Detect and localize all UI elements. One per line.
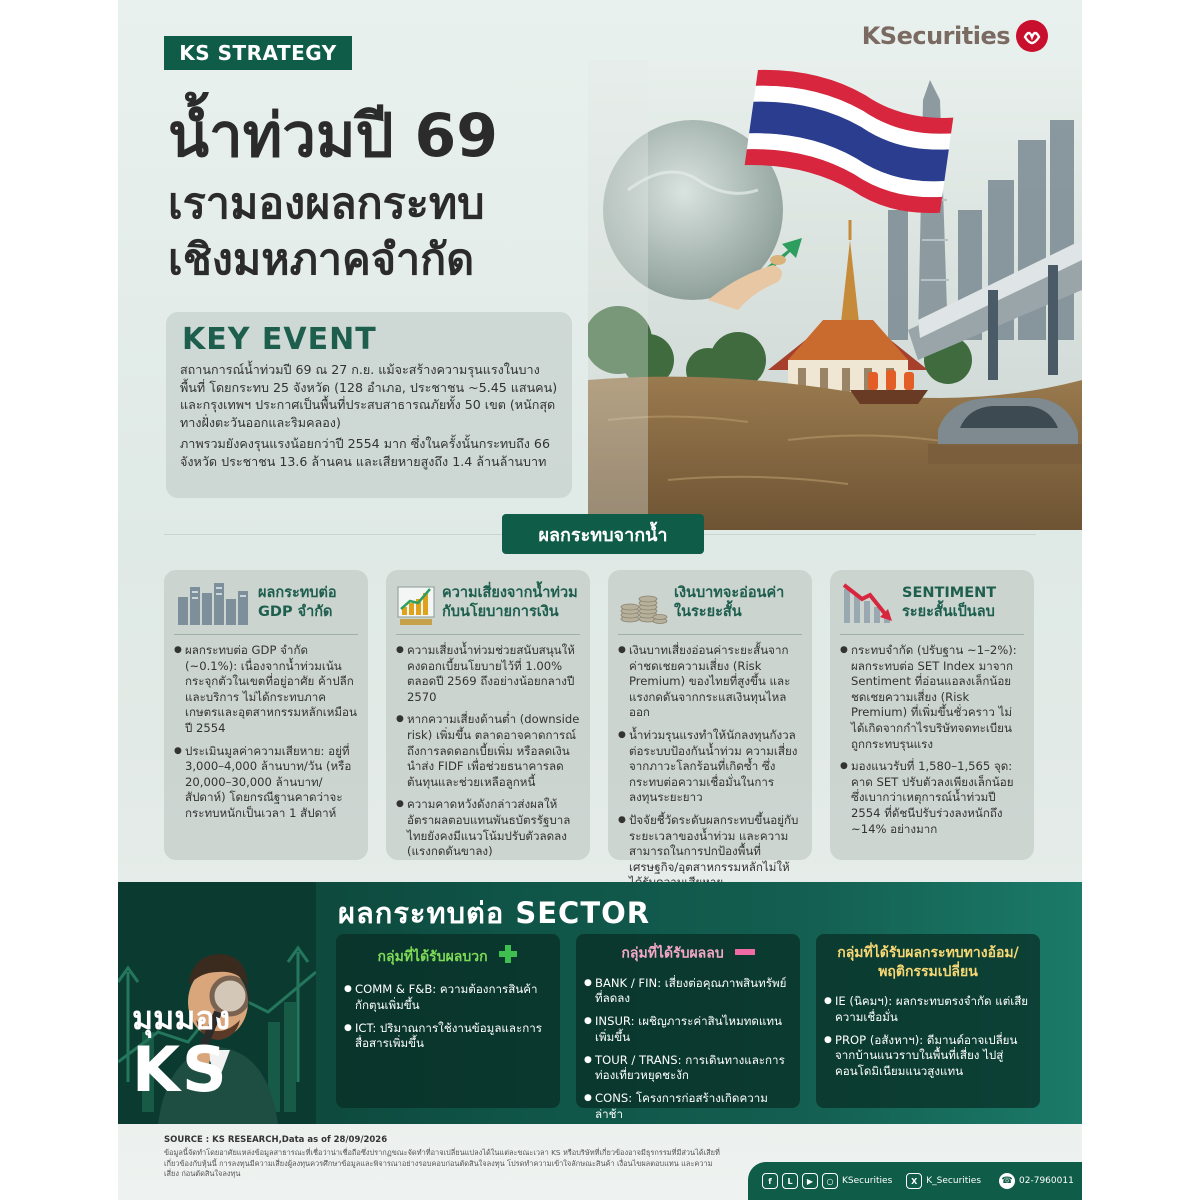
strategy-tag: KS STRATEGY bbox=[164, 36, 352, 70]
flood-impact-tag: ผลกระทบจากน้ำ bbox=[502, 514, 704, 554]
instagram-icon[interactable]: ○ bbox=[822, 1173, 838, 1189]
card-bullet: ● เงินบาทเสี่ยงอ่อนค่าระยะสั้นจากค่าชดเชยความเสี่ยง (Risk Premium) ของไทยที่สูงขึ้น และแรงกดดันจากกระแสเงินทุนไหลออก bbox=[618, 643, 802, 721]
sector-list-item: ● INSUR: เผชิญภาระค่าสินไหมทดแทนเพิ่มขึ้น bbox=[584, 1014, 792, 1046]
card-title-line-2: กับนโยบายการเงิน bbox=[442, 604, 559, 620]
phone-icon[interactable]: ☎ bbox=[999, 1173, 1015, 1189]
card-sentiment bbox=[830, 570, 1034, 860]
line-icon[interactable]: L bbox=[782, 1173, 798, 1189]
minus-icon bbox=[735, 944, 755, 963]
sector-section-title: ผลกระทบต่อ SECTOR bbox=[338, 896, 651, 930]
x-twitter-icon[interactable]: X bbox=[906, 1173, 922, 1189]
sector-list-item: ● TOUR / TRANS: การเดินทางและการท่องเที่ยวหยุดชะงัก bbox=[584, 1053, 792, 1085]
card-divider bbox=[396, 634, 580, 635]
card-bullet: ● น้ำท่วมรุนแรงทำให้นักลงทุนกังวลต่อระบบป้องกันน้ำท่วม ความเสี่ยงจากภาวะโลกร้อนที่เกิดซ้ำ ซึ่งกระทบต่อความเชื่อมั่นในการลงทุนระยะยาว bbox=[618, 728, 802, 806]
positive-sector-box bbox=[336, 934, 560, 1108]
card-title-line-1: เงินบาทจะอ่อนค่า bbox=[674, 585, 785, 601]
card-title-line-2: GDP จำกัด bbox=[258, 604, 333, 620]
positive-sector-title: กลุ่มที่ได้รับผลบวก bbox=[377, 949, 488, 965]
disclaimer-text: ข้อมูลนี้จัดทำโดยอาศัยแหล่งข้อมูลสาธารณะที่เชื่อว่าน่าเชื่อถือซึ่งปรากฏขณะจัดทำที่อาจเปลี่ยนแปลงได้ในแต่ละขณะเวลา KS หรือบริษัทที่เกี่ยวข้องอาจมีธุรกรรมที่มีส่วนได้เสียที่เกี่ยวข้องกับหุ้นนี้ การลงทุนมีความเสี่ยงผู้ลงทุนควรศึกษาข้อมูลและพิจารณาอย่างรอบคอบก่อนตัดสินใจลงทุน โปรดทำความเข้าใจลักษณะสินค้า เงื่อนไขผลตอบแทน และความเสี่ยง ก่อนตัดสินใจลงทุน bbox=[164, 1148, 720, 1178]
card-divider bbox=[174, 634, 358, 635]
negative-sector-title: กลุ่มที่ได้รับผลลบ bbox=[621, 945, 724, 962]
card-title-line-1: SENTIMENT bbox=[902, 585, 997, 601]
sector-list-item: ● IE (นิคมฯ): ผลกระทบตรงจำกัด แต่เสียความเชื่อมั่น bbox=[824, 994, 1032, 1026]
source-note: SOURCE : KS RESEARCH,Data as of 28/09/2026 bbox=[164, 1135, 388, 1145]
key-event-panel bbox=[166, 312, 572, 498]
kbank-logo-icon bbox=[1016, 20, 1048, 52]
indirect-sector-box bbox=[816, 934, 1040, 1108]
sector-list-item: ● CONS: โครงการก่อสร้างเกิดความล่าช้า bbox=[584, 1091, 792, 1123]
social-account-name[interactable]: KSecurities bbox=[842, 1176, 893, 1186]
key-event-heading: KEY EVENT bbox=[182, 322, 377, 357]
indirect-sector-title: กลุ่มที่ได้รับผลกระทบทางอ้อม/ พฤติกรรมเปลี่ยน bbox=[837, 945, 1019, 980]
facebook-icon[interactable]: f bbox=[762, 1173, 778, 1189]
city-icon bbox=[174, 579, 252, 627]
key-event-paragraph-1: สถานการณ์น้ำท่วมปี 69 ณ 27 ก.ย. แม้จะสร้างความรุนแรงในบางพื้นที่ โดยกระทบ 25 จังหวัด (128 อำเภอ, ประชาชน ~5.45 แสนคน) และกรุงเทพฯ ประกาศเป็นพื้นที่ประสบสาธารณภัยทั้ง 50 เขต (หนักสุดทางฝั่งตะวันออกและริมคลอง) bbox=[180, 362, 558, 430]
sector-impact-section bbox=[118, 882, 1082, 1124]
card-divider bbox=[618, 634, 802, 635]
social-contact-bar bbox=[748, 1162, 1082, 1200]
sector-list-item: ● COMM & F&B: ความต้องการสินค้ากักตุนเพิ่มขึ้น bbox=[344, 982, 552, 1014]
brand-name: KSecurities bbox=[861, 22, 1010, 50]
infographic-page bbox=[118, 0, 1082, 1200]
title-line-1: น้ำท่วมปี 69 bbox=[168, 101, 498, 171]
growth-chart-icon bbox=[396, 579, 436, 627]
card-title-line-2: ระยะสั้นเป็นลบ bbox=[902, 604, 995, 620]
ks-view-label bbox=[132, 1000, 230, 1104]
card-bullet: ● หากความเสี่ยงด้านต่ำ (downside risk) เพิ่มขึ้น ตลาดอาจคาดการณ์ถึงการลดดอกเบี้ยเพิ่ม หรือลดเงินนำส่ง FIDF เพื่อช่วยธนาคารลดต้นทุนและช่วยเหลือลูกหนี้ bbox=[396, 712, 580, 790]
card-bullet: ● ปัจจัยชี้วัดระดับผลกระทบขึ้นอยู่กับระยะเวลาของน้ำท่วม และความสามารถในการปกป้องพื้นที่เศรษฐกิจ/อุตสาหกรรมหลักไม่ให้ bbox=[618, 813, 802, 891]
ks-view-label-line-1: มุมมอง bbox=[132, 999, 231, 1037]
card-bullet: ● ประเมินมูลค่าความเสียหาย: อยู่ที่ 3,000–4,000 ล้านบาท/วัน (หรือ 20,000–30,000 ล้านบาท/สัปดาห์) โดยกรณีฐานคาดว่าจะกระทบหนักเป็นเวลา 1 สัปดาห์ bbox=[174, 744, 358, 822]
analyst-with-magnifier-illustration bbox=[118, 882, 316, 1124]
card-monetary-policy bbox=[386, 570, 590, 860]
plus-icon bbox=[498, 944, 518, 970]
declining-chart-icon bbox=[840, 579, 896, 627]
card-bullet: ● กระทบจำกัด (ปรับฐาน ~1–2%): ผลกระทบต่อ SET Index มาจาก Sentiment ที่อ่อนแอลงเล็กน้อย ชดเชยความเสี่ยง (Risk Premium) ที่เพิ่มขึ้นชั่วคราว ไม่ได้เกิดจากกำไรบริษัทจดทะเบียนถูกกระทบรุนแรง bbox=[840, 643, 1024, 752]
card-title-line-2: ในระยะสั้น bbox=[674, 604, 742, 620]
card-bullet: ● ความคาดหวังดังกล่าวส่งผลให้อัตราผลตอบแทนพันธบัตรรัฐบาลไทยยังคงมีแนวโน้มปรับตัวลดลง (แรงกดดันขาลง) bbox=[396, 797, 580, 859]
page-title bbox=[168, 96, 588, 288]
x-account-handle[interactable]: K_Securities bbox=[926, 1176, 982, 1186]
negative-sector-box bbox=[576, 934, 800, 1122]
card-title-line-1: ผลกระทบต่อ bbox=[258, 585, 337, 601]
coins-icon bbox=[618, 579, 668, 627]
card-divider bbox=[840, 634, 1024, 635]
sector-list-item: ● ICT: ปริมาณการใช้งานข้อมูลและการสื่อสารเพิ่มขึ้น bbox=[344, 1021, 552, 1053]
youtube-icon[interactable]: ▶ bbox=[802, 1173, 818, 1189]
title-line-2: เรามองผลกระทบ bbox=[168, 179, 485, 229]
brand-logo-group bbox=[862, 20, 1048, 52]
sector-list-item: ● BANK / FIN: เสี่ยงต่อคุณภาพสินทรัพย์ที่ลดลง bbox=[584, 976, 792, 1008]
card-bullet: ● ผลกระทบต่อ GDP จำกัด (~0.1%): เนื่องจากน้ำท่วมเน้นกระจุกตัวในเขตที่อยู่อาศัย ค้าปลีก และบริการ ไม่ได้กระทบภาคเกษตรและอุตสาหกรรมหลักเหมือนปี 2554 bbox=[174, 643, 358, 737]
card-title-line-1: ความเสี่ยงจากน้ำท่วม bbox=[442, 585, 578, 601]
card-bullet: ● ความเสี่ยงน้ำท่วมช่วยสนับสนุนให้คงดอกเบี้ยนโยบายไว้ที่ 1.00% ตลอดปี 2569 ถึงอย่างน้อยกลางปี 2570 bbox=[396, 643, 580, 705]
key-event-paragraph-2: ภาพรวมยังคงรุนแรงน้อยกว่าปี 2554 มาก ซึ่งในครั้งนั้นกระทบถึง 66 จังหวัด ประชาชน 13.6 ล้านคน และเสียหายสูงถึง 1.4 ล้านล้านบาท bbox=[180, 436, 550, 469]
sector-list-item: ● PROP (อสังหาฯ): ดีมานด์อาจเปลี่ยนจากบ้านแนวราบในพื้นที่เสี่ยง ไปสู่คอนโดมิเนียมแนวสูงแทน bbox=[824, 1033, 1032, 1080]
card-bullet: ● มองแนวรับที่ 1,580–1,565 จุด: คาด SET ปรับตัวลงเพียงเล็กน้อย ซึ่งเบากว่าเหตุการณ์น้ำท่วมปี 2554 ที่ดัชนีปรับร่วงลงหนักถึง ~14% อย่างมาก bbox=[840, 759, 1024, 837]
ks-view-label-line-2: KS bbox=[132, 1033, 229, 1106]
phone-number[interactable]: 02-7960011 bbox=[1019, 1176, 1074, 1186]
title-line-3: เชิงมหภาคจำกัด bbox=[168, 235, 475, 285]
flood-city-illustration bbox=[588, 60, 1082, 530]
card-baht-weakening bbox=[608, 570, 812, 874]
card-gdp-impact bbox=[164, 570, 368, 860]
